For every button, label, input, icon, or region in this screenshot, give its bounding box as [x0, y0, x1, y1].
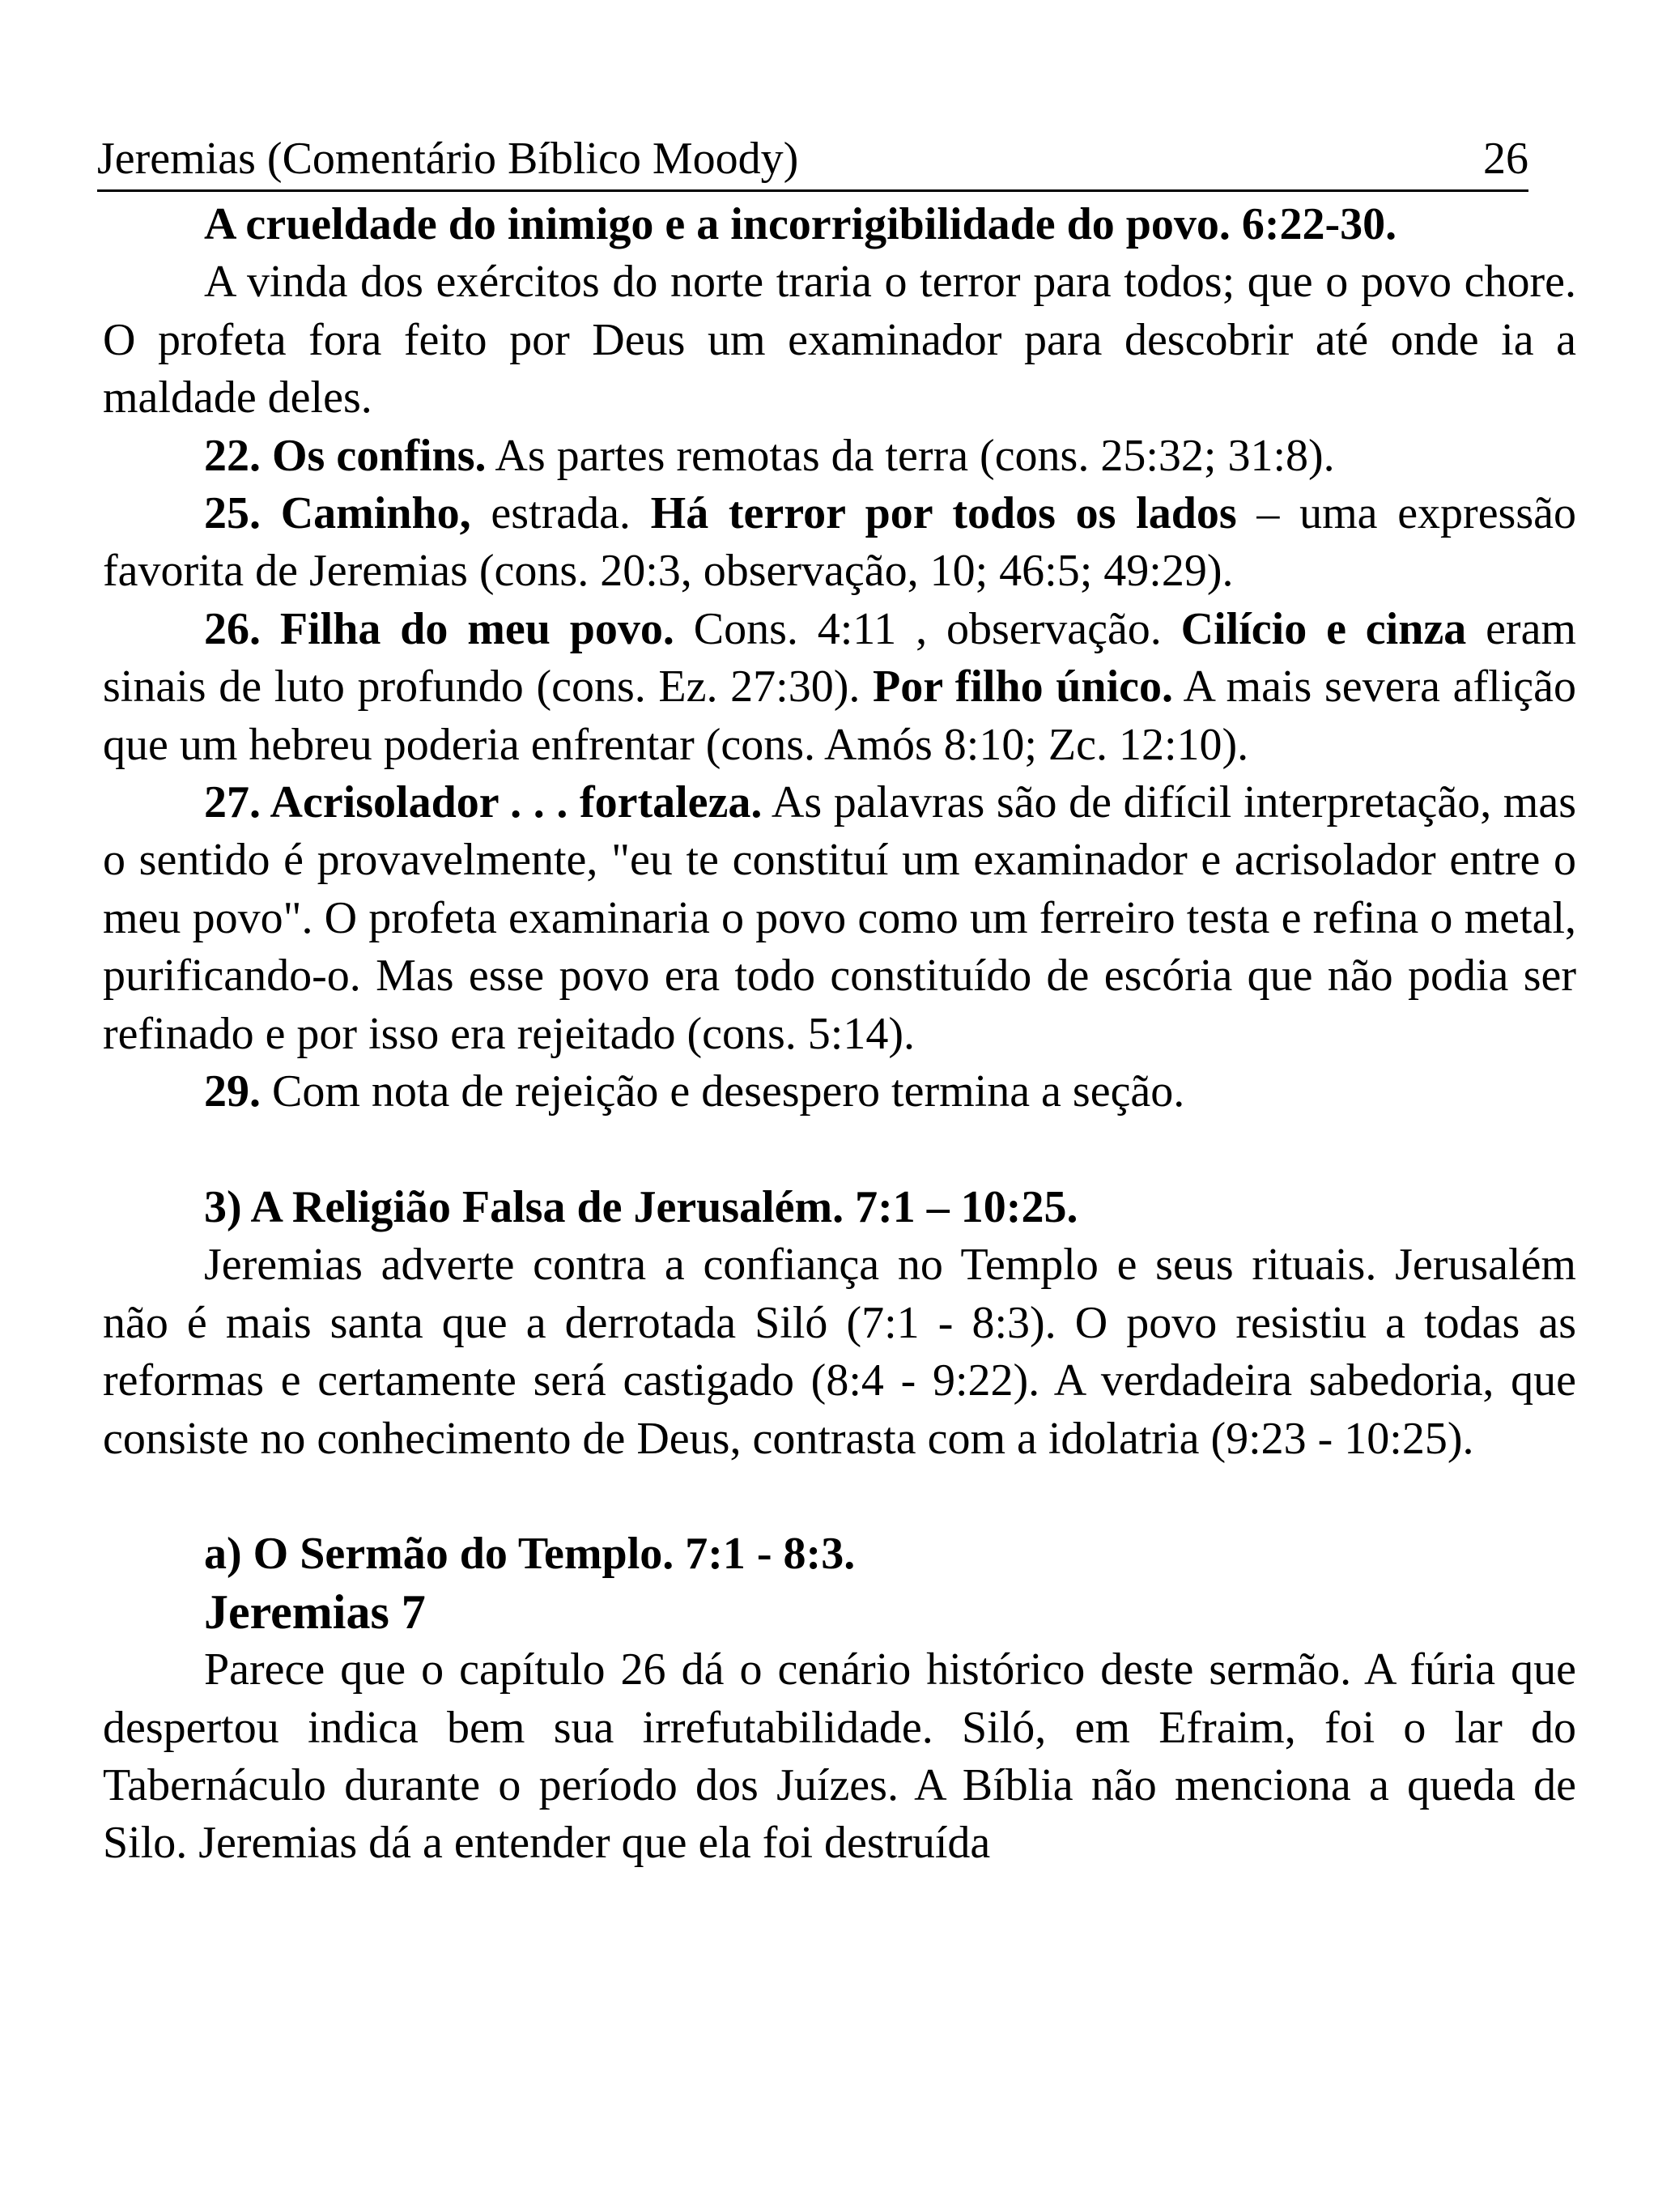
section-heading: a) O Sermão do Templo. 7:1 - 8:3.	[204, 1529, 856, 1580]
chapter-heading: Jeremias 7	[204, 1585, 426, 1639]
paragraph: Parece que o capítulo 26 dá o cenário histórico deste sermão. A fúria que despertou indica bem sua irrefutabilidade. Siló, em Efraim, foi o lar do Tabernáculo durante o período dos Juízes. A Bíblia não menciona a queda de Silo. Jeremias dá a entender que ela foi destruída	[103, 1644, 1576, 1869]
verse-note: 27. Acrisolador . . . fortaleza. As palavras são de difícil interpretação, mas o sentido é provavelmente, "eu te constituí um examinador e acrisolador entre o meu povo". O profeta examinaria o povo como um ferreiro testa e refina o metal, purificando-o. Mas esse povo era todo constituído de escória que não podia ser refinado e por isso era rejeitado (cons. 5:14).	[103, 777, 1576, 1059]
verse-ref: 29.	[204, 1066, 261, 1117]
verse-ref: 26. Filha do meu povo.	[204, 603, 674, 654]
verse-ref: 27. Acrisolador . . . fortaleza.	[204, 777, 763, 828]
paragraph: A vinda dos exércitos do norte traria o terror para todos; que o povo chore. O profeta fora feito por Deus um examinador para descobrir até onde ia a maldade deles.	[103, 257, 1576, 423]
header-title: Jeremias (Comentário Bíblico Moody)	[97, 134, 799, 184]
verse-note: 29. Com nota de rejeição e desespero termina a seção.	[204, 1066, 1185, 1117]
header-rule	[97, 189, 1528, 192]
spacer	[103, 1468, 1576, 1525]
page-number: 26	[1483, 134, 1528, 184]
verse-ref: 25. Caminho,	[204, 488, 471, 539]
verse-note: 25. Caminho, estrada. Há terror por todos os lados – uma expressão favorita de Jeremias (cons. 20:3, observação, 10; 46:5; 49:29).	[103, 488, 1576, 597]
section-heading: 3) A Religião Falsa de Jerusalém. 7:1 – 10:25.	[204, 1181, 1078, 1232]
spacer	[103, 1121, 1576, 1179]
section-heading: A crueldade do inimigo e a incorrigibilidade do povo. 6:22-30.	[204, 199, 1397, 249]
body-text	[103, 196, 1576, 1873]
verse-note: 26. Filha do meu povo. Cons. 4:11 , observação. Cilício e cinza eram sinais de luto profundo (cons. Ez. 27:30). Por filho único. A mais severa aflição que um hebreu poderia enfrentar (cons. Amós 8:10; Zc. 12:10).	[103, 603, 1576, 770]
verse-ref: 22. Os confins.	[204, 430, 487, 481]
running-header	[97, 131, 1528, 186]
verse-note: 22. Os confins. As partes remotas da terra (cons. 25:32; 31:8).	[204, 430, 1335, 481]
paragraph: Jeremias adverte contra a confiança no Templo e seus rituais. Jerusalém não é mais santa que a derrotada Siló (7:1 - 8:3). O povo resistiu a todas as reformas e certamente será castigado (8:4 - 9:22). A verdadeira sabedoria, que consiste no conhecimento de Deus, contrasta com a idolatria (9:23 - 10:25).	[103, 1240, 1576, 1464]
